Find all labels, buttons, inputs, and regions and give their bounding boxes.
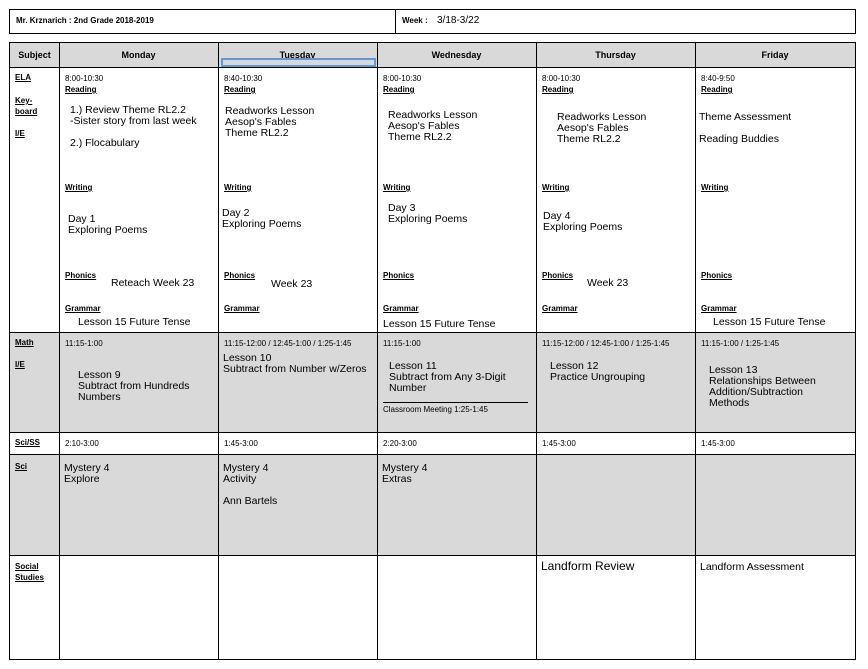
ela-thursday-writing-line: Exploring Poems <box>543 221 623 233</box>
ela-monday-reading-line: 2.) Flocabulary <box>70 137 140 149</box>
ela-tuesday-writing-label: Writing <box>224 183 252 192</box>
sciss-monday-time: 2:10-3:00 <box>65 439 99 448</box>
week-value[interactable]: 3/18-3/22 <box>437 15 480 26</box>
subject-math: Math <box>15 338 34 347</box>
subject-math-ie: I/E <box>15 360 25 369</box>
week-label: Week : <box>402 16 428 25</box>
column-divider <box>536 43 537 659</box>
ela-friday-grammar-label: Grammar <box>701 304 737 313</box>
math-monday-time: 11:15-1:00 <box>65 339 103 348</box>
math-tuesday-time: 11:15-12:00 / 12:45-1:00 / 1:25-1:45 <box>224 339 352 348</box>
subject-social-1: Social <box>15 562 39 571</box>
math-wednesday-note: Classroom Meeting 1:25-1:45 <box>383 405 488 414</box>
social-thursday: Landform Review <box>541 559 635 573</box>
math-wednesday-line: Subtract from Any 3-Digit <box>389 371 506 383</box>
ela-thursday-writing-label: Writing <box>542 183 570 192</box>
sci-row-bg <box>10 455 855 555</box>
row-divider <box>10 555 855 556</box>
ela-wednesday-grammar: Lesson 15 Future Tense <box>383 318 496 330</box>
math-friday-line: Relationships Between <box>709 375 816 387</box>
sci-tuesday-line: Activity <box>223 473 257 485</box>
sci-wednesday-line: Mystery 4 <box>382 462 428 474</box>
ela-tuesday-phonics-label: Phonics <box>224 271 256 280</box>
ela-tuesday-reading-label: Reading <box>224 85 256 94</box>
ela-tuesday-reading-line: Readworks Lesson <box>225 105 315 117</box>
sci-tuesday-line: Mystery 4 <box>223 462 269 474</box>
row-divider <box>10 454 855 455</box>
sciss-friday-time: 1:45-3:00 <box>701 439 735 448</box>
subject-ela: ELA <box>15 73 31 82</box>
col-header-wednesday: Wednesday <box>431 50 482 60</box>
math-wednesday-line: Number <box>389 382 427 394</box>
ela-friday-phonics-label: Phonics <box>701 271 733 280</box>
ela-monday-writing-label: Writing <box>65 183 93 192</box>
ela-friday-reading-line: Theme Assessment <box>699 111 792 123</box>
ela-wednesday-writing-label: Writing <box>383 183 411 192</box>
ela-thursday-reading-label: Reading <box>542 85 574 94</box>
col-header-thursday: Thursday <box>595 50 636 60</box>
ela-wednesday-time: 8:00-10:30 <box>383 74 422 83</box>
column-divider <box>377 43 378 659</box>
ela-thursday-phonics-label: Phonics <box>542 271 574 280</box>
ela-monday-time: 8:00-10:30 <box>65 74 104 83</box>
math-thursday-time: 11:15-12:00 / 12:45-1:00 / 1:25-1:45 <box>542 339 670 348</box>
math-wednesday-time: 11:15-1:00 <box>383 339 421 348</box>
math-monday-line: Lesson 9 <box>78 369 121 381</box>
row-divider <box>10 332 855 333</box>
subject-ie: I/E <box>15 129 25 138</box>
math-tuesday-line: Lesson 10 <box>223 352 272 364</box>
ela-tuesday-phonics: Week 23 <box>271 278 313 290</box>
ela-friday-reading-label: Reading <box>701 85 733 94</box>
ela-monday-reading-line: -Sister story from last week <box>70 115 197 127</box>
ela-friday-grammar: Lesson 15 Future Tense <box>713 316 826 328</box>
ela-tuesday-time: 8:40-10:30 <box>224 74 263 83</box>
math-thursday-line: Practice Ungrouping <box>550 371 646 383</box>
ela-wednesday-reading-line: Aesop's Fables <box>388 120 460 132</box>
math-wednesday-line: Lesson 11 <box>389 360 437 372</box>
math-monday-line: Subtract from Hundreds <box>78 380 190 392</box>
ela-tuesday-writing-line: Exploring Poems <box>222 218 302 230</box>
ela-tuesday-grammar-label: Grammar <box>224 304 260 313</box>
column-divider <box>695 43 696 659</box>
subject-sci-ss: Sci/SS <box>15 438 40 447</box>
ela-friday-reading-line: Reading Buddies <box>699 133 779 145</box>
ela-monday-grammar: Lesson 15 Future Tense <box>78 316 191 328</box>
ela-friday-writing-label: Writing <box>701 183 729 192</box>
col-header-tuesday[interactable]: Tuesday <box>279 50 316 60</box>
teacher-class-title: Mr. Krznarich : 2nd Grade 2018-2019 <box>16 16 154 25</box>
column-divider <box>218 43 219 659</box>
ela-wednesday-phonics-label: Phonics <box>383 271 415 280</box>
ela-thursday-phonics: Week 23 <box>587 277 629 289</box>
ela-thursday-time: 8:00-10:30 <box>542 74 581 83</box>
math-tuesday-line: Subtract from Number w/Zeros <box>223 363 367 375</box>
ela-monday-writing-line: Day 1 <box>68 213 96 225</box>
subject-social-2: Studies <box>15 573 44 582</box>
ela-wednesday-grammar-label: Grammar <box>383 304 419 313</box>
sci-tuesday-line: Ann Bartels <box>223 495 278 507</box>
ela-monday-reading-label: Reading <box>65 85 97 94</box>
sciss-tuesday-time: 1:45-3:00 <box>224 439 258 448</box>
ela-tuesday-writing-line: Day 2 <box>222 207 250 219</box>
header-bar <box>9 9 856 34</box>
ela-monday-phonics: Reteach Week 23 <box>111 277 195 289</box>
tuesday-selection-box[interactable] <box>221 58 376 67</box>
classroom-meeting-rule <box>383 402 528 403</box>
math-friday-time: 11:15-1:00 / 1:25-1:45 <box>701 339 780 348</box>
col-header-subject: Subject <box>18 50 51 60</box>
subject-keyboard-2: board <box>15 107 38 116</box>
social-friday: Landform Assessment <box>700 561 804 573</box>
ela-tuesday-reading-line: Theme RL2.2 <box>225 127 289 139</box>
math-thursday-line: Lesson 12 <box>550 360 599 372</box>
math-friday-line: Addition/Subtraction <box>709 386 803 398</box>
ela-monday-writing-line: Exploring Poems <box>68 224 148 236</box>
ela-wednesday-reading-line: Readworks Lesson <box>388 109 478 121</box>
sciss-thursday-time: 1:45-3:00 <box>542 439 576 448</box>
ela-thursday-reading-line: Aesop's Fables <box>557 122 629 134</box>
sci-monday-line: Explore <box>64 473 100 485</box>
ela-wednesday-reading-label: Reading <box>383 85 415 94</box>
ela-monday-grammar-label: Grammar <box>65 304 101 313</box>
ela-friday-time: 8:40-9:50 <box>701 74 735 83</box>
col-header-friday: Friday <box>761 50 789 60</box>
sci-wednesday-line: Extras <box>382 473 412 485</box>
ela-thursday-reading-line: Readworks Lesson <box>557 111 647 123</box>
math-monday-line: Numbers <box>78 391 121 403</box>
ela-tuesday-reading-line: Aesop's Fables <box>225 116 297 128</box>
ela-wednesday-writing-line: Exploring Poems <box>388 213 468 225</box>
lesson-plan-table <box>9 42 856 660</box>
ela-wednesday-writing-line: Day 3 <box>388 202 416 214</box>
ela-thursday-reading-line: Theme RL2.2 <box>557 133 621 145</box>
header-divider <box>395 10 396 33</box>
col-header-monday: Monday <box>121 50 156 60</box>
ela-monday-phonics-label: Phonics <box>65 271 97 280</box>
ela-monday-reading-line: 1.) Review Theme RL2.2 <box>70 104 186 116</box>
math-friday-line: Methods <box>709 397 750 409</box>
column-divider <box>59 43 60 659</box>
sci-monday-line: Mystery 4 <box>64 462 110 474</box>
sciss-wednesday-time: 2:20-3:00 <box>383 439 417 448</box>
row-divider <box>10 432 855 433</box>
math-friday-line: Lesson 13 <box>709 364 758 376</box>
subject-keyboard-1: Key- <box>15 96 33 105</box>
row-divider <box>10 67 855 68</box>
ela-thursday-writing-line: Day 4 <box>543 210 571 222</box>
ela-wednesday-reading-line: Theme RL2.2 <box>388 131 452 143</box>
subject-sci: Sci <box>15 462 28 471</box>
ela-thursday-grammar-label: Grammar <box>542 304 578 313</box>
